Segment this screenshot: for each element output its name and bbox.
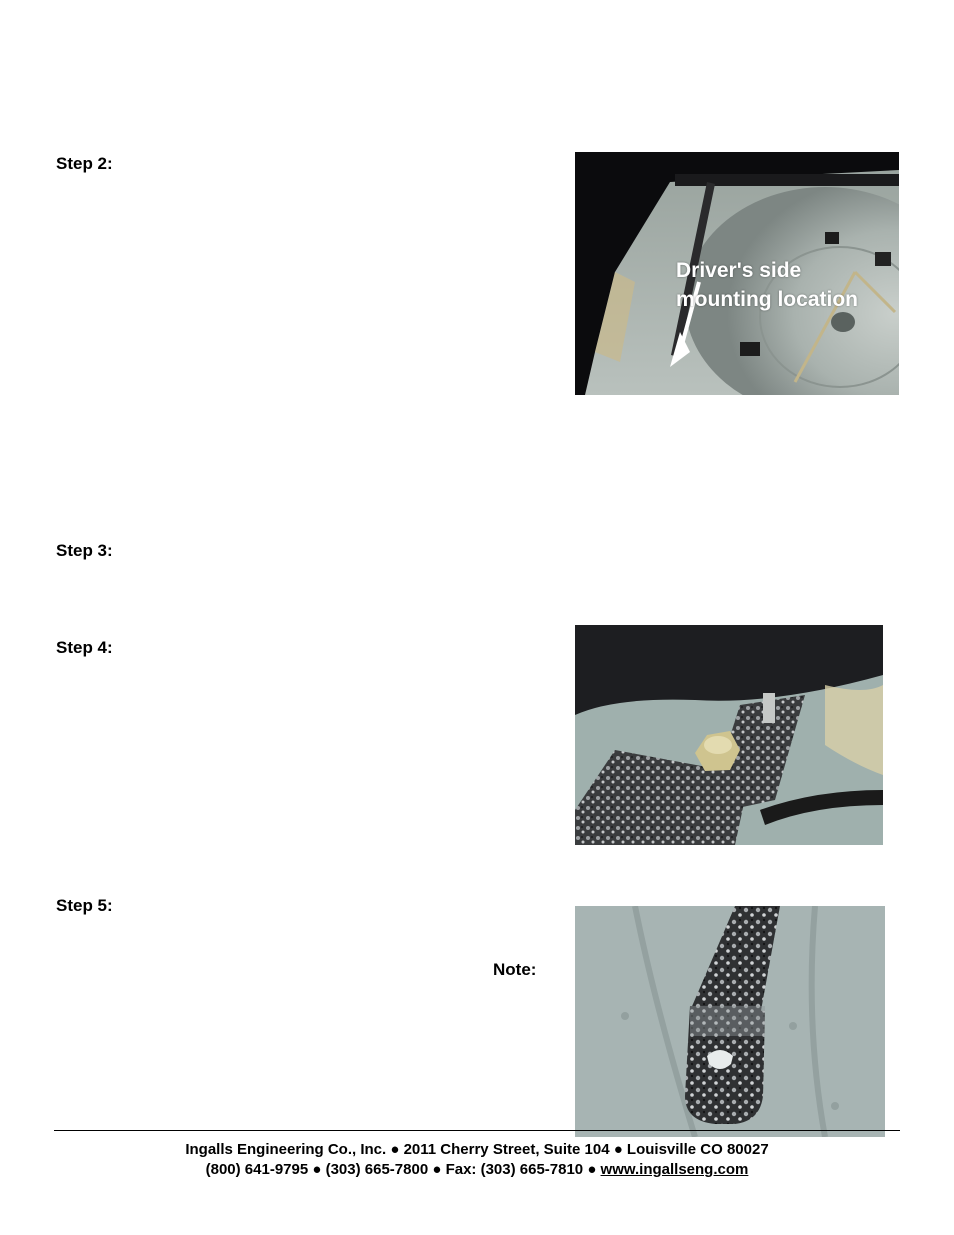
- step-5-label: Step 5:: [56, 896, 113, 915]
- overlay-line-2: mounting location: [676, 288, 858, 311]
- trunk-mounting-photo: [575, 152, 899, 395]
- bracket-nut-photo: [575, 625, 883, 845]
- step-2-label: Step 2:: [56, 154, 113, 173]
- bracket-photo-graphic: [575, 625, 883, 845]
- step-3-label: Step 3:: [56, 541, 113, 560]
- overlay-line-1: Driver's side: [676, 259, 802, 282]
- slot-photo-graphic: [575, 906, 885, 1137]
- photo-overlay-label: [676, 256, 896, 314]
- footer-contact: [54, 1160, 900, 1180]
- footer-address: Ingalls Engineering Co., Inc. ● 2011 Cherry Street, Suite 104 ● Louisville CO 80027: [185, 1141, 769, 1158]
- footer-divider: [54, 1130, 900, 1131]
- footer: [54, 1140, 900, 1180]
- bracket-slot-photo: [575, 906, 885, 1137]
- footer-phone-fax: (800) 641-9795 ● (303) 665-7800 ● Fax: (303) 665-7810 ●: [205, 1161, 601, 1178]
- website-link[interactable]: www.ingallseng.com: [600, 1161, 749, 1178]
- step-4-label: Step 4:: [56, 638, 113, 657]
- note-label: Note:: [493, 960, 537, 979]
